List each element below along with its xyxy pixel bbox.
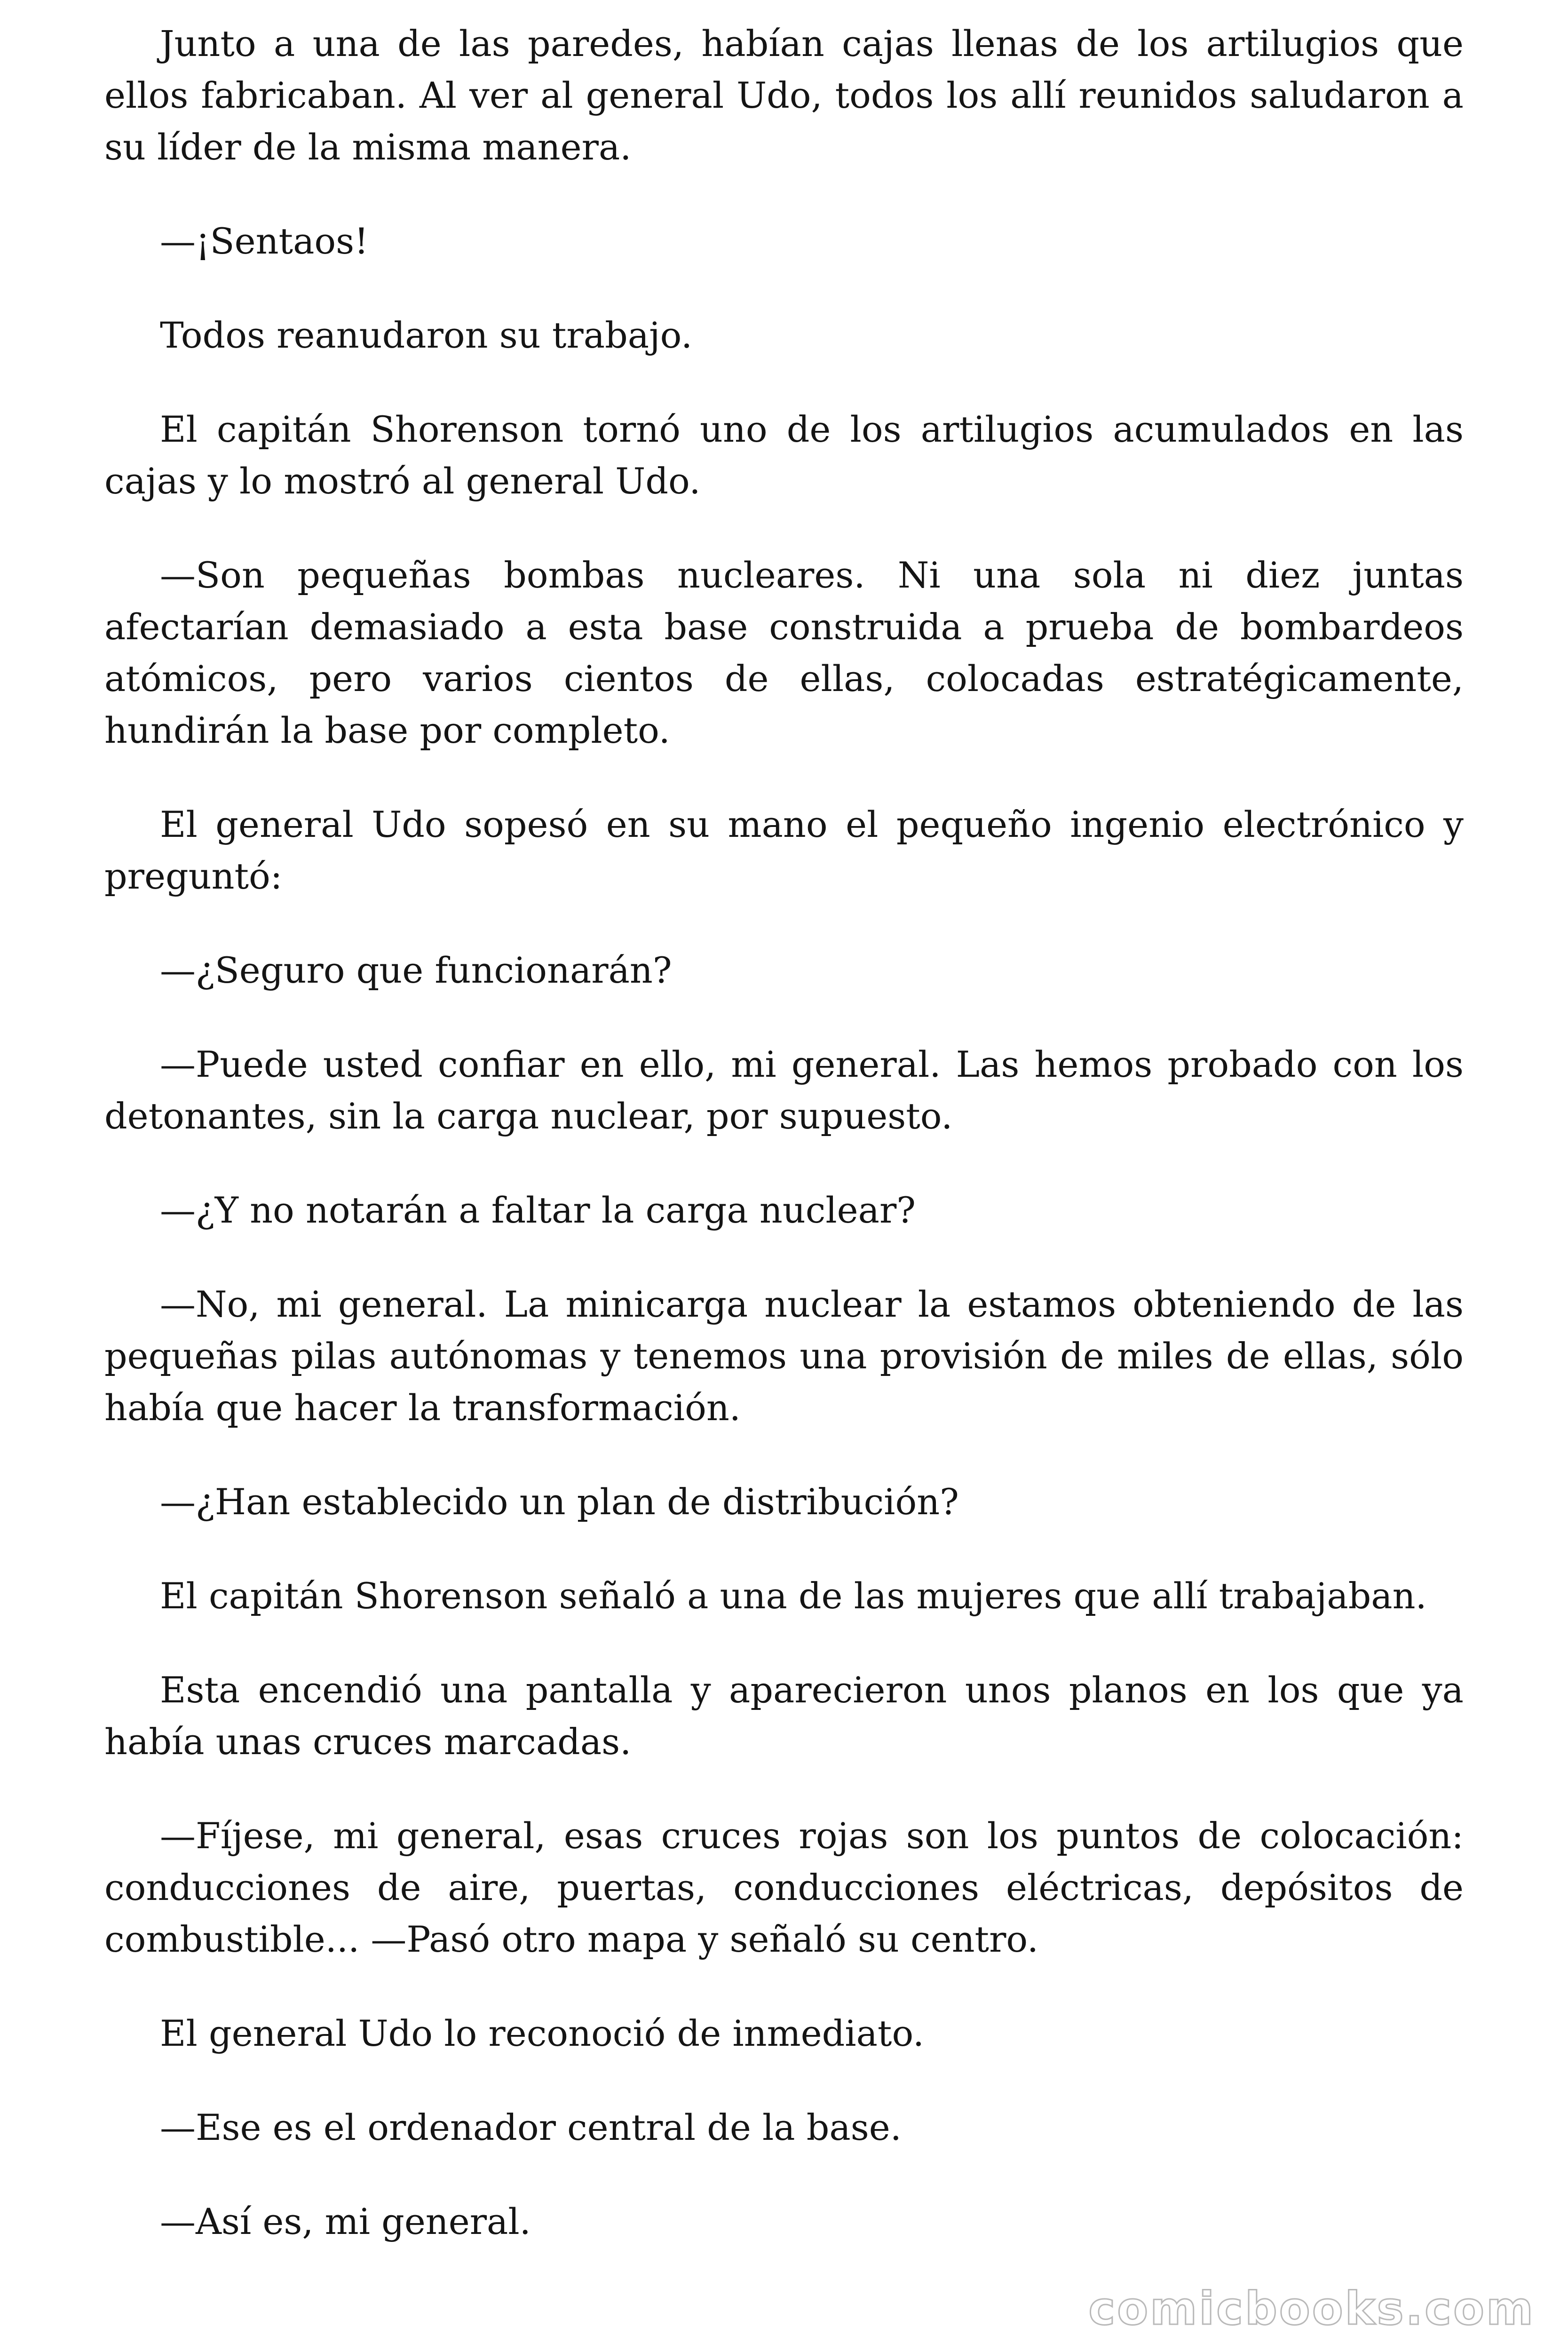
paragraph: Todos reanudaron su trabajo.: [160, 314, 693, 356]
paragraph: —¿Seguro que funcionarán?: [160, 949, 672, 991]
paragraph: —Puede usted confiar en ello, mi general. Las hemos probado con los detonantes, sin la carga nuclear, por supuesto.: [104, 1043, 1464, 1137]
paragraph: —Fíjese, mi general, esas cruces rojas son los puntos de colocación: conducciones de aire, puertas, conducciones eléctricas, depósitos de combustible... —Pasó otro mapa y señaló su centro.: [104, 1815, 1464, 1960]
paragraph: —Son pequeñas bombas nucleares. Ni una sola ni diez juntas afectarían demasiado a esta base construida a prueba de bombardeos atómicos, pero varios cientos de ellas, colocadas estratégicamente, hundirán la base por completo.: [104, 554, 1464, 751]
paragraph: —¿Y no notarán a faltar la carga nuclear?: [160, 1189, 916, 1231]
paragraph: —No, mi general. La minicarga nuclear la estamos obteniendo de las pequeñas pilas autónomas y tenemos una provisión de miles de ellas, sólo había que hacer la transformación.: [104, 1283, 1464, 1429]
paragraph: —Ese es el ordenador central de la base.: [160, 2106, 902, 2148]
paragraph: El capitán Shorenson señaló a una de las mujeres que allí trabajaban.: [160, 1575, 1427, 1617]
paragraph: El general Udo sopesó en su mano el pequeño ingenio electrónico y preguntó:: [104, 803, 1464, 897]
paragraph: —Así es, mi general.: [160, 2201, 531, 2242]
paragraph: Junto a una de las paredes, habían cajas llenas de los artilugios que ellos fabricaban. Al ver al general Udo, todos los allí reunidos saludaron a su líder de la misma manera.: [104, 23, 1464, 168]
paragraph: El capitán Shorenson tornó uno de los artilugios acumulados en las cajas y lo mostró al general Udo.: [104, 408, 1464, 502]
paragraph: —¡Sentaos!: [160, 220, 369, 262]
paragraph: —¿Han establecido un plan de distribución?: [160, 1481, 959, 1523]
watermark: comicbooks.com: [1088, 2282, 1535, 2335]
book-page-text: [104, 18, 1464, 2290]
paragraph: Esta encendió una pantalla y aparecieron unos planos en los que ya había unas cruces marcadas.: [104, 1669, 1464, 1763]
paragraph: El general Udo lo reconoció de inmediato.: [160, 2012, 925, 2054]
